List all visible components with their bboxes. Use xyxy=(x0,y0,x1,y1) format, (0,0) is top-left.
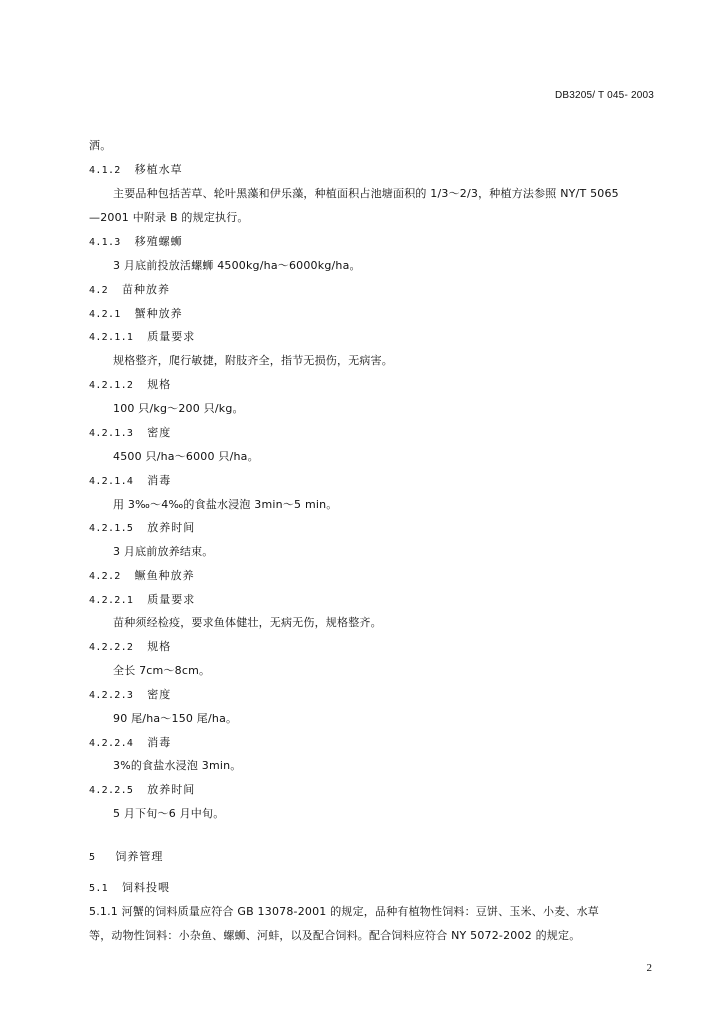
section-number: 4.1.3 xyxy=(89,237,121,248)
chapter-heading xyxy=(89,850,163,865)
paragraph-line: 90 尾/ha～150 尾/ha。 xyxy=(113,712,238,725)
section-title: 质量要求 xyxy=(147,593,196,606)
section-number: 4.2.2.2 xyxy=(89,642,134,653)
section-heading xyxy=(89,330,195,345)
section-heading xyxy=(89,163,183,178)
section-number: 5 xyxy=(89,852,96,863)
section-title: 消毒 xyxy=(147,474,172,487)
section-number: 4.2.2 xyxy=(89,571,121,582)
paragraph-line: 5 月下旬～6 月中旬。 xyxy=(113,807,225,820)
section-title: 饲料投喂 xyxy=(121,881,170,894)
section-heading xyxy=(89,426,171,441)
section-title: 放养时间 xyxy=(147,521,196,534)
section-title: 移殖螺蛳 xyxy=(134,235,183,248)
paragraph-line: 3%的食盐水浸泡 3min。 xyxy=(113,759,242,772)
paragraph-line: 主要品种包括苦草、轮叶黑藻和伊乐藻，种植面积占池塘面积的 1/3～2/3，种植方法参照 NY/T 5065 xyxy=(113,187,619,200)
section-heading xyxy=(89,593,195,608)
paragraph-line: 全长 7cm～8cm。 xyxy=(113,664,211,677)
document-number: DB3205/ T 045- 2003 xyxy=(554,90,654,101)
paragraph-line: 苗种须经检疫，要求鱼体健壮，无病无伤，规格整齐。 xyxy=(113,616,382,629)
paragraph-line: —2001 中附录 B 的规定执行。 xyxy=(89,211,249,224)
section-number: 4.2.1.5 xyxy=(89,523,134,534)
section-title: 规格 xyxy=(147,378,172,391)
section-number: 4.2 xyxy=(89,285,108,296)
paragraph-line: 3 月底前放养结束。 xyxy=(113,545,214,558)
section-number: 4.2.1.4 xyxy=(89,476,134,487)
section-title: 鳜鱼种放养 xyxy=(134,569,195,582)
section-heading xyxy=(89,688,171,703)
page-number: 2 xyxy=(646,962,652,974)
section-heading xyxy=(89,783,195,798)
section-heading xyxy=(89,474,171,489)
section-number: 4.2.2.4 xyxy=(89,738,134,749)
section-title: 苗种放养 xyxy=(121,283,170,296)
continued-text: 洒。 xyxy=(89,139,112,152)
section-heading xyxy=(89,235,183,250)
section-title: 密度 xyxy=(147,426,172,439)
paragraph-line: 4500 只/ha～6000 只/ha。 xyxy=(113,450,259,463)
section-heading xyxy=(89,521,195,536)
section-heading xyxy=(89,736,171,751)
section-heading xyxy=(89,640,171,655)
section-heading xyxy=(89,283,170,298)
paragraph-line: 5.1.1 河蟹的饲料质量应符合 GB 13078-2001 的规定，品种有植物性饲料：豆饼、玉米、小麦、水草 xyxy=(89,905,599,918)
paragraph-line: 规格整齐，爬行敏捷，附肢齐全，指节无损伤，无病害。 xyxy=(113,354,393,367)
section-title: 质量要求 xyxy=(147,330,196,343)
section-number: 4.2.2.5 xyxy=(89,785,134,796)
section-number: 4.2.1.2 xyxy=(89,380,134,391)
section-title: 移植水草 xyxy=(134,163,183,176)
section-title: 密度 xyxy=(147,688,172,701)
section-title: 蟹种放养 xyxy=(134,307,183,320)
section-number: 4.2.1 xyxy=(89,309,121,320)
section-title: 放养时间 xyxy=(147,783,196,796)
section-number: 4.1.2 xyxy=(89,165,121,176)
section-number: 4.2.2.3 xyxy=(89,690,134,701)
paragraph-line: 100 只/kg～200 只/kg。 xyxy=(113,402,244,415)
section-title: 消毒 xyxy=(147,736,172,749)
paragraph-line: 用 3‰～4‰的食盐水浸泡 3min～5 min。 xyxy=(113,498,338,511)
section-heading xyxy=(89,569,195,584)
section-title: 规格 xyxy=(147,640,172,653)
paragraph-line: 等，动物性饲料：小杂鱼、螺蛳、河蚌，以及配合饲料。配合饲料应符合 NY 5072-2002 的规定。 xyxy=(89,929,581,942)
section-number: 4.2.1.3 xyxy=(89,428,134,439)
section-heading xyxy=(89,307,183,322)
section-heading xyxy=(89,881,170,896)
section-number: 5.1 xyxy=(89,883,108,894)
paragraph-line: 3 月底前投放活螺蛳 4500kg/ha～6000kg/ha。 xyxy=(113,259,361,272)
section-number: 4.2.1.1 xyxy=(89,332,134,343)
section-title: 饲养管理 xyxy=(115,850,164,863)
section-number: 4.2.2.1 xyxy=(89,595,134,606)
section-heading xyxy=(89,378,171,393)
